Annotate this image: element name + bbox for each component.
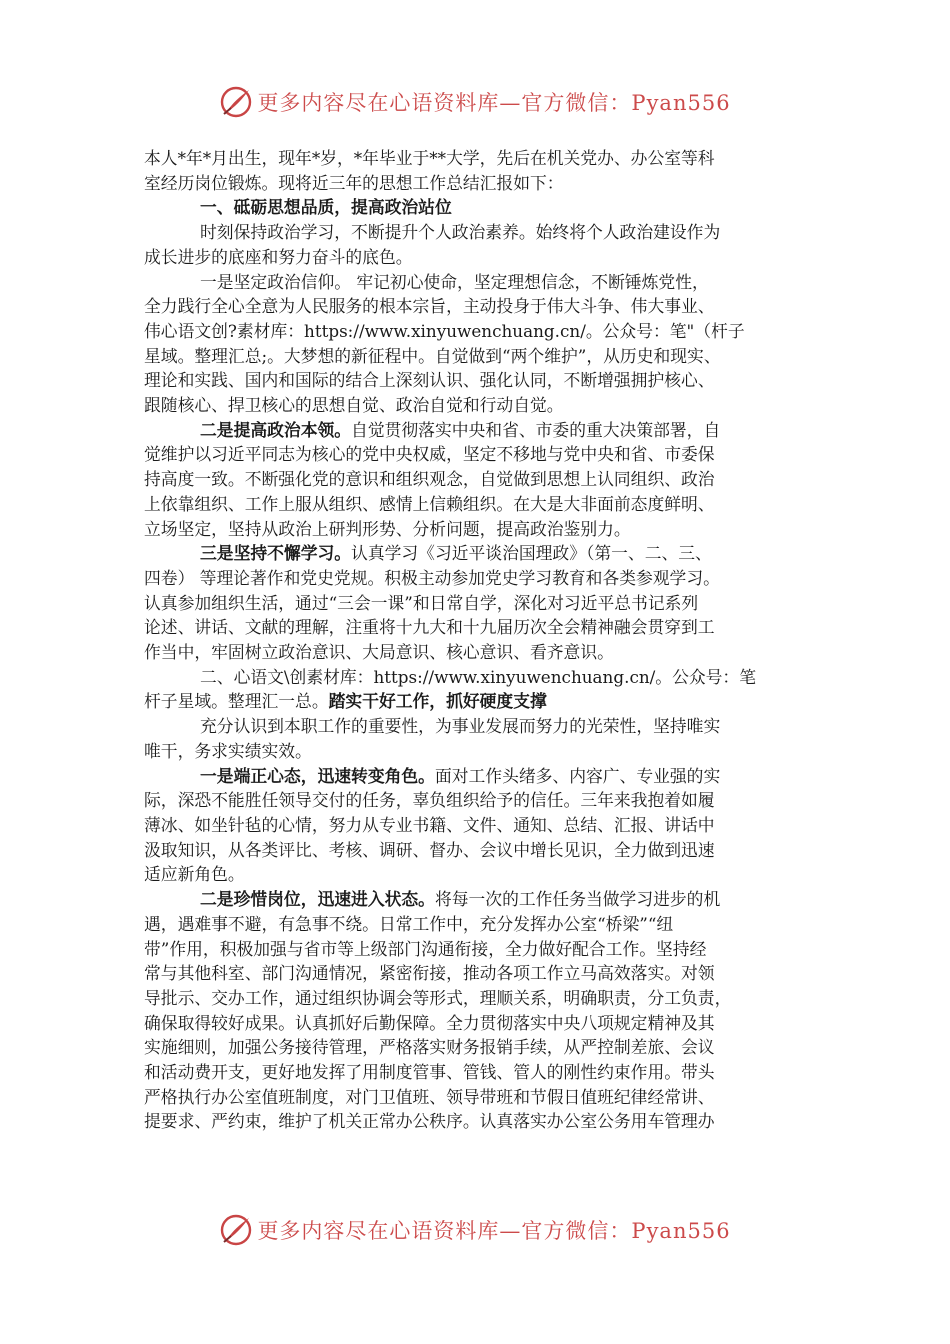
line-26: 一是端正心态，迅速转变角色。面对工作头绪多、内容广、专业强的实 <box>200 765 721 786</box>
line-9: 星域。整理汇总;。大梦想的新征程中。自觉做到“两个维护”，从历史和现实、 <box>144 345 721 366</box>
line-4: 时刻保持政治学习，不断提升个人政治素养。始终将个人政治建设作为 <box>200 222 721 243</box>
line-21: 作当中，牢固树立政治意识、大局意识、核心意识、看齐意识。 <box>144 642 614 663</box>
line-14: 持高度一致。不断强化党的意识和组织观念，自觉做到思想上认同组织、政治 <box>144 469 715 490</box>
line-18: 四卷） 等理论著作和党史党规。积极主动参加党史学习教育和各类参观学习。 <box>144 567 720 588</box>
line-10: 理论和实践、国内和国际的结合上深刻认识、强化认同，不断增强拥护核心、 <box>144 370 715 391</box>
line-33: 带”作用，积极加强与省市等上级部门沟通衔接，全力做好配合工作。坚持经 <box>144 938 707 959</box>
line-30: 适应新角色。 <box>144 864 245 885</box>
line-19: 认真参加组织生活，通过“三会一课”和日常自学，深化对习近平总书记系列 <box>144 592 699 613</box>
line-29: 汲取知识，从各类评比、考核、调研、督办、会议中增长见识，全力做到迅速 <box>144 839 715 860</box>
line-38: 和活动费开支，更好地发挥了用制度管事、管钱、管人的刚性约束作用。带头 <box>144 1062 715 1083</box>
line-24: 充分认识到本职工作的重要性，为事业发展而努力的光荣性，坚持唯实 <box>200 716 721 737</box>
line-20: 论述、讲话、文献的理解，注重将十九大和十九届历次全会精神融会贯穿到工 <box>144 617 715 638</box>
line-31: 二是珍惜岗位，迅速进入状态。将每一次的工作任务当做学习进步的机 <box>200 889 721 910</box>
line-25: 唯干，务求实绩实效。 <box>144 740 312 761</box>
quill-logo-icon <box>219 1213 253 1247</box>
line-35: 导批示、交办工作，通过组织协调会等形式，理顺关系，明确职责，分工负责， <box>144 987 732 1008</box>
line-11: 跟随核心、捍卫核心的思想自觉、政治自觉和行动自觉。 <box>144 395 564 416</box>
line-1: 本人*年*月出生，现年*岁，*年毕业于**大学，先后在机关党办、办公室等科 <box>144 148 715 168</box>
line-13: 觉维护以习近平同志为核心的党中央权威，坚定不移地与党中央和省、市委保 <box>144 444 715 465</box>
section-heading-2-line-2: 杆子星域。整理汇一总。踏实干好工作，抓好硬度支撑 <box>144 691 547 712</box>
line-6: 一是坚定政治信仰。 牢记初心使命，坚定理想信念，不断锤炼党性， <box>200 271 709 292</box>
footer-banner <box>0 1208 950 1252</box>
section-heading-1: 一、砥砺思想品质，提高政治站位 <box>200 197 452 218</box>
footer-banner-text: 更多内容尽在心语资料库—官方微信：Pyan556 <box>257 1219 731 1243</box>
line-15: 上依靠组织、工作上服从组织、感情上信赖组织。在大是大非面前态度鲜明、 <box>144 493 715 514</box>
line-16: 立场坚定，坚持从政治上研判形势、分析问题，提高政治鉴别力。 <box>144 518 631 539</box>
document-body <box>144 146 814 1134</box>
quill-logo-icon <box>219 85 253 119</box>
line-40: 提要求、严约束，维护了机关正常办公秩序。认真落实办公室公务用车管理办 <box>144 1111 715 1132</box>
line-5: 成长进步的底座和努力奋斗的底色。 <box>144 246 413 267</box>
header-banner <box>0 80 950 124</box>
line-2: 室经历岗位锻炼。现将近三年的思想工作总结汇报如下： <box>144 172 564 193</box>
line-28: 薄冰、如坐针毡的心情，努力从专业书籍、文件、通知、总结、汇报、讲话中 <box>144 814 715 835</box>
line-39: 严格执行办公室值班制度，对门卫值班、领导带班和节假日值班纪律经常讲、 <box>144 1086 715 1107</box>
line-27: 际，深恐不能胜任领导交付的任务，辜负组织给予的信任。三年来我抱着如履 <box>144 790 715 811</box>
line-17: 三是坚持不懈学习。认真学习《习近平谈治国理政》（第一、二、三、 <box>200 543 712 564</box>
line-34: 常与其他科室、部门沟通情况，紧密衔接，推动各项工作立马高效落实。对领 <box>144 963 715 984</box>
section-heading-2-line-1: 二、心语文\创素材库：https://www.xinyuwenchuang.cn/。公众号：笔 <box>200 666 756 687</box>
line-7: 全力践行全心全意为人民服务的根本宗旨，主动投身于伟大斗争、伟大事业、 <box>144 296 715 317</box>
header-banner-text: 更多内容尽在心语资料库—官方微信：Pyan556 <box>257 91 731 115</box>
line-8: 伟心语文创?素材库：https://www.xinyuwenchuang.cn/。公众号：笔"（杆子 <box>144 320 745 341</box>
line-12: 二是提高政治本领。自觉贯彻落实中央和省、市委的重大决策部署，自 <box>200 419 721 440</box>
line-36: 确保取得较好成果。认真抓好后勤保障。全力贯彻落实中央八项规定精神及其 <box>144 1012 715 1033</box>
line-37: 实施细则，加强公务接待管理，严格落实财务报销手续，从严控制差旅、会议 <box>144 1037 715 1058</box>
line-32: 遇，遇难事不避，有急事不绕。日常工作中，充分发挥办公室“桥梁”“纽 <box>144 913 674 934</box>
